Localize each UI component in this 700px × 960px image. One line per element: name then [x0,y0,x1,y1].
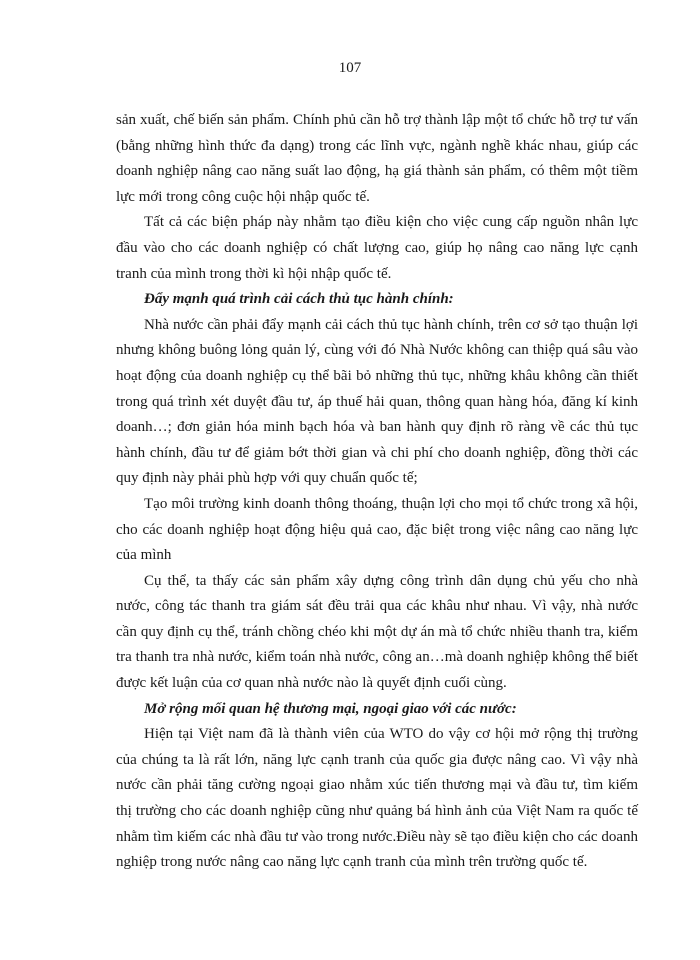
paragraph-support-organization: sản xuất, chế biến sản phẩm. Chính phủ cần hỗ trợ thành lập một tổ chức hỗ trợ tư vấn (bằng những hình thức đa dạng) trong các lĩnh vực, ngành nghề khác nhau, giúp các doanh nghiệp nâng cao năng suất lao động, hạ giá thành sản phẩm, có thêm một tiềm lực mới trong công cuộc hội nhập quốc tế. [116,112,638,205]
paragraph-administrative-reform: Nhà nước cần phải đẩy mạnh cải cách thủ tục hành chính, trên cơ sở tạo thuận lợi nhưng không buông lỏng quản lý, cùng với đó Nhà Nước không can thiệp quá sâu vào hoạt động của doanh nghiệp cụ thể bãi bỏ những thủ tục, những khâu không cần thiết trong quá trình xét duyệt đầu tư, áp thuế hải quan, thông quan hàng hóa, đăng kí kinh doanh…; đơn giản hóa minh bạch hóa và ban hành quy định rõ ràng về các thủ tục hành chính, đầu tư để giảm bớt thời gian và chi phí cho doanh nghiệp, đồng thời các quy định này phải phù hợp với quy chuẩn quốc tế; [116,316,638,487]
paragraph-business-environment: Tạo môi trường kinh doanh thông thoáng, thuận lợi cho mọi tổ chức trong xã hội, cho các doanh nghiệp hoạt động hiệu quả cao, đặc biệt trong việc nâng cao năng lực của mình [116,495,638,564]
page-number: 107 [338,60,362,76]
paragraph-human-resources: Tất cả các biện pháp này nhằm tạo điều kiện cho việc cung cấp nguồn nhân lực đầu vào cho các doanh nghiệp có chất lượng cao, giúp họ nâng cao năng lực cạnh tranh của mình trong thời kì hội nhập quốc tế. [116,214,638,282]
paragraph-inspection: Cụ thể, ta thấy các sản phẩm xây dựng công trình dân dụng chủ yếu cho nhà nước, công tác thanh tra giám sát đều trải qua các khâu như nhau. Vì vậy, nhà nước cần quy định cụ thể, tránh chồng chéo khi một dự án mà tổ chức nhiều thanh tra, kiểm tra thanh tra nhà nước, kiểm toán nhà nước, công an…mà doanh nghiệp không thể biết được kết luận của cơ quan nhà nước nào là quyết định cuối cùng. [116,572,638,692]
section-heading-administrative-reform: Đẩy mạnh quá trình cải cách thủ tục hành chính: [144,291,454,308]
document-body [116,108,638,876]
paragraph-wto: Hiện tại Việt nam đã là thành viên của WTO do vậy cơ hội mở rộng thị trường của chúng ta là rất lớn, năng lực cạnh tranh của quốc gia được nâng cao. Vì vậy nhà nước cần phải tăng cường ngoại giao nhằm xúc tiến thương mại và đầu tư, tìm kiếm thị trường cho các doanh nghiệp cũng như quảng bá hình ảnh của Việt Nam ra quốc tế nhằm tìm kiếm các nhà đầu tư vào trong nước.Điều này sẽ tạo điều kiện cho các doanh nghiệp trong nước nâng cao năng lực cạnh tranh của mình trên trường quốc tế. [116,726,638,871]
section-heading-trade-diplomacy: Mở rộng mối quan hệ thương mại, ngoại giao với các nước: [144,700,517,717]
